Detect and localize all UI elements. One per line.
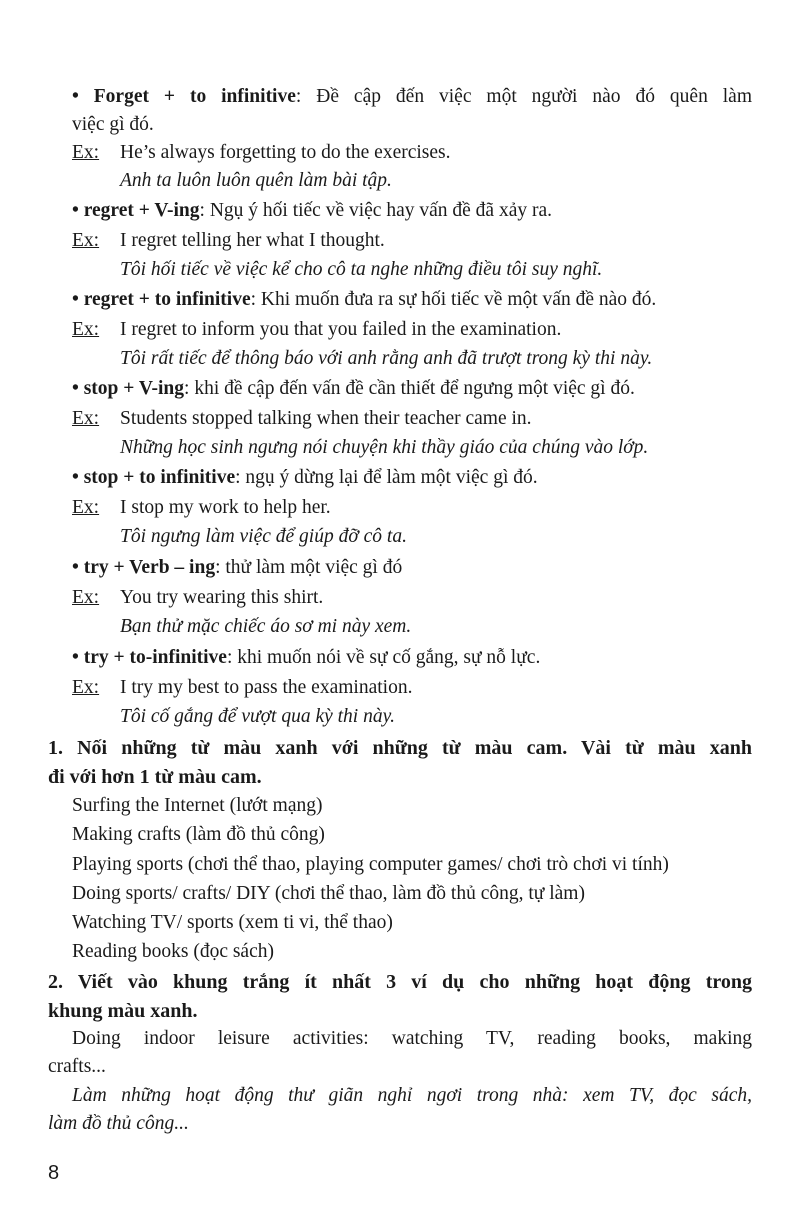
bullet: • <box>72 200 79 221</box>
rule-regret-ving <box>72 197 752 225</box>
rule-term: regret + V-ing <box>83 200 200 221</box>
colon: : <box>295 86 302 107</box>
rule-try-ving <box>72 554 752 582</box>
bullet: • <box>72 557 79 578</box>
ex-label: Ex: <box>72 677 100 698</box>
exercise-2-translation: Làm những hoạt động thư giãn nghỉ ngơi trong nhà: xem TV, đọc sách, <box>72 1085 752 1106</box>
rule-term: try + to-infinitive <box>83 647 227 668</box>
colon: : <box>199 200 205 221</box>
example-line <box>72 405 752 433</box>
ex-label: Ex: <box>72 497 100 518</box>
colon: : <box>250 289 257 310</box>
ex-label: Ex: <box>72 319 100 340</box>
bullet: • <box>72 378 79 399</box>
list-item: Making crafts (làm đồ thủ công) <box>72 824 325 845</box>
example-translation: Tôi hối tiếc về việc kể cho cô ta nghe những điều tôi suy nghĩ. <box>120 259 603 280</box>
colon: : <box>184 378 190 399</box>
list-item: Doing sports/ crafts/ DIY (chơi thể thao, làm đồ thủ công, tự làm) <box>72 883 585 904</box>
example-line <box>72 584 752 612</box>
rule-description: thử làm một việc gì đó <box>225 557 403 578</box>
ex-label: Ex: <box>72 230 100 251</box>
exercise-2-heading-continued: khung màu xanh. <box>48 1000 198 1022</box>
rule-description-continued: việc gì đó. <box>72 114 154 135</box>
page-number: 8 <box>48 1162 60 1184</box>
rule-term: try + Verb – ing <box>83 557 216 578</box>
example-translation: Anh ta luôn luôn quên làm bài tập. <box>120 170 392 191</box>
example-sentence: I try my best to pass the examination. <box>120 677 413 698</box>
rule-description: Ngụ ý hối tiếc về việc hay vấn đề đã xảy ra. <box>209 200 553 221</box>
list-item: Surfing the Internet (lướt mạng) <box>72 795 323 816</box>
bullet: • <box>72 86 79 107</box>
rule-description: ngụ ý dừng lại để làm một việc gì đó. <box>245 467 538 488</box>
example-translation: Tôi rất tiếc để thông báo với anh rằng anh đã trượt trong kỳ thi này. <box>120 348 653 369</box>
example-sentence: He’s always forgetting to do the exercises. <box>120 142 451 163</box>
example-line <box>72 494 752 522</box>
rule-try-to-infinitive <box>72 644 752 672</box>
ex-label: Ex: <box>72 587 100 608</box>
rule-term: stop + V-ing <box>83 378 185 399</box>
rule-description: Khi muốn đưa ra sự hối tiếc về một vấn đề nào đó. <box>260 289 657 310</box>
colon: : <box>226 647 233 668</box>
colon: : <box>235 467 241 488</box>
exercise-2-translation-continued: làm đồ thủ công... <box>48 1113 189 1134</box>
rule-term: Forget + to infinitive <box>93 86 296 107</box>
bullet: • <box>72 647 79 668</box>
list-item: Reading books (đọc sách) <box>72 941 274 962</box>
example-translation: Tôi cố gắng để vượt qua kỳ thi này. <box>120 706 396 727</box>
list-item: Playing sports (chơi thể thao, playing computer games/ chơi trò chơi vi tính) <box>72 854 669 875</box>
example-sentence: I regret telling her what I thought. <box>120 230 385 251</box>
exercise-2-heading: 2. Viết vào khung trắng ít nhất 3 ví dụ cho những hoạt động trong <box>48 971 752 993</box>
ex-label: Ex: <box>72 408 100 429</box>
colon: : <box>215 557 221 578</box>
rule-regret-to-infinitive <box>72 286 752 314</box>
exercise-2-example: Doing indoor leisure activities: watching TV, reading books, making <box>72 1028 752 1049</box>
example-translation: Những học sinh ngưng nói chuyện khi thầy giáo của chúng vào lớp. <box>120 437 649 458</box>
exercise-1-heading-continued: đi với hơn 1 từ màu cam. <box>48 766 262 788</box>
example-translation: Tôi ngưng làm việc để giúp đỡ cô ta. <box>120 526 407 547</box>
rule-stop-to-infinitive <box>72 464 752 492</box>
list-item: Watching TV/ sports (xem ti vi, thể thao) <box>72 912 393 933</box>
rule-stop-ving <box>72 375 752 403</box>
example-line <box>72 227 752 255</box>
example-sentence: I regret to inform you that you failed in the examination. <box>120 319 562 340</box>
rule-description: khi đề cập đến vấn đề cần thiết để ngưng một việc gì đó. <box>194 378 635 399</box>
rule-description: Đề cập đến việc một người nào đó quên làm <box>316 86 753 107</box>
exercise-1-heading: 1. Nối những từ màu xanh với những từ màu cam. Vài từ màu xanh <box>48 737 752 759</box>
rule-term: regret + to infinitive <box>83 289 251 310</box>
exercise-2-example-continued: crafts... <box>48 1056 106 1077</box>
example-line <box>72 674 752 702</box>
rule-description: khi muốn nói về sự cố gắng, sự nỗ lực. <box>237 647 541 668</box>
example-translation: Bạn thử mặc chiếc áo sơ mi này xem. <box>120 616 412 637</box>
example-sentence: You try wearing this shirt. <box>120 587 324 608</box>
ex-label: Ex: <box>72 142 100 163</box>
example-sentence: I stop my work to help her. <box>120 497 331 518</box>
example-line <box>72 139 752 167</box>
bullet: • <box>72 467 79 488</box>
example-sentence: Students stopped talking when their teacher came in. <box>120 408 532 429</box>
rule-forget-to-infinitive <box>72 83 752 111</box>
bullet: • <box>72 289 79 310</box>
example-line <box>72 316 752 344</box>
rule-term: stop + to infinitive <box>83 467 236 488</box>
